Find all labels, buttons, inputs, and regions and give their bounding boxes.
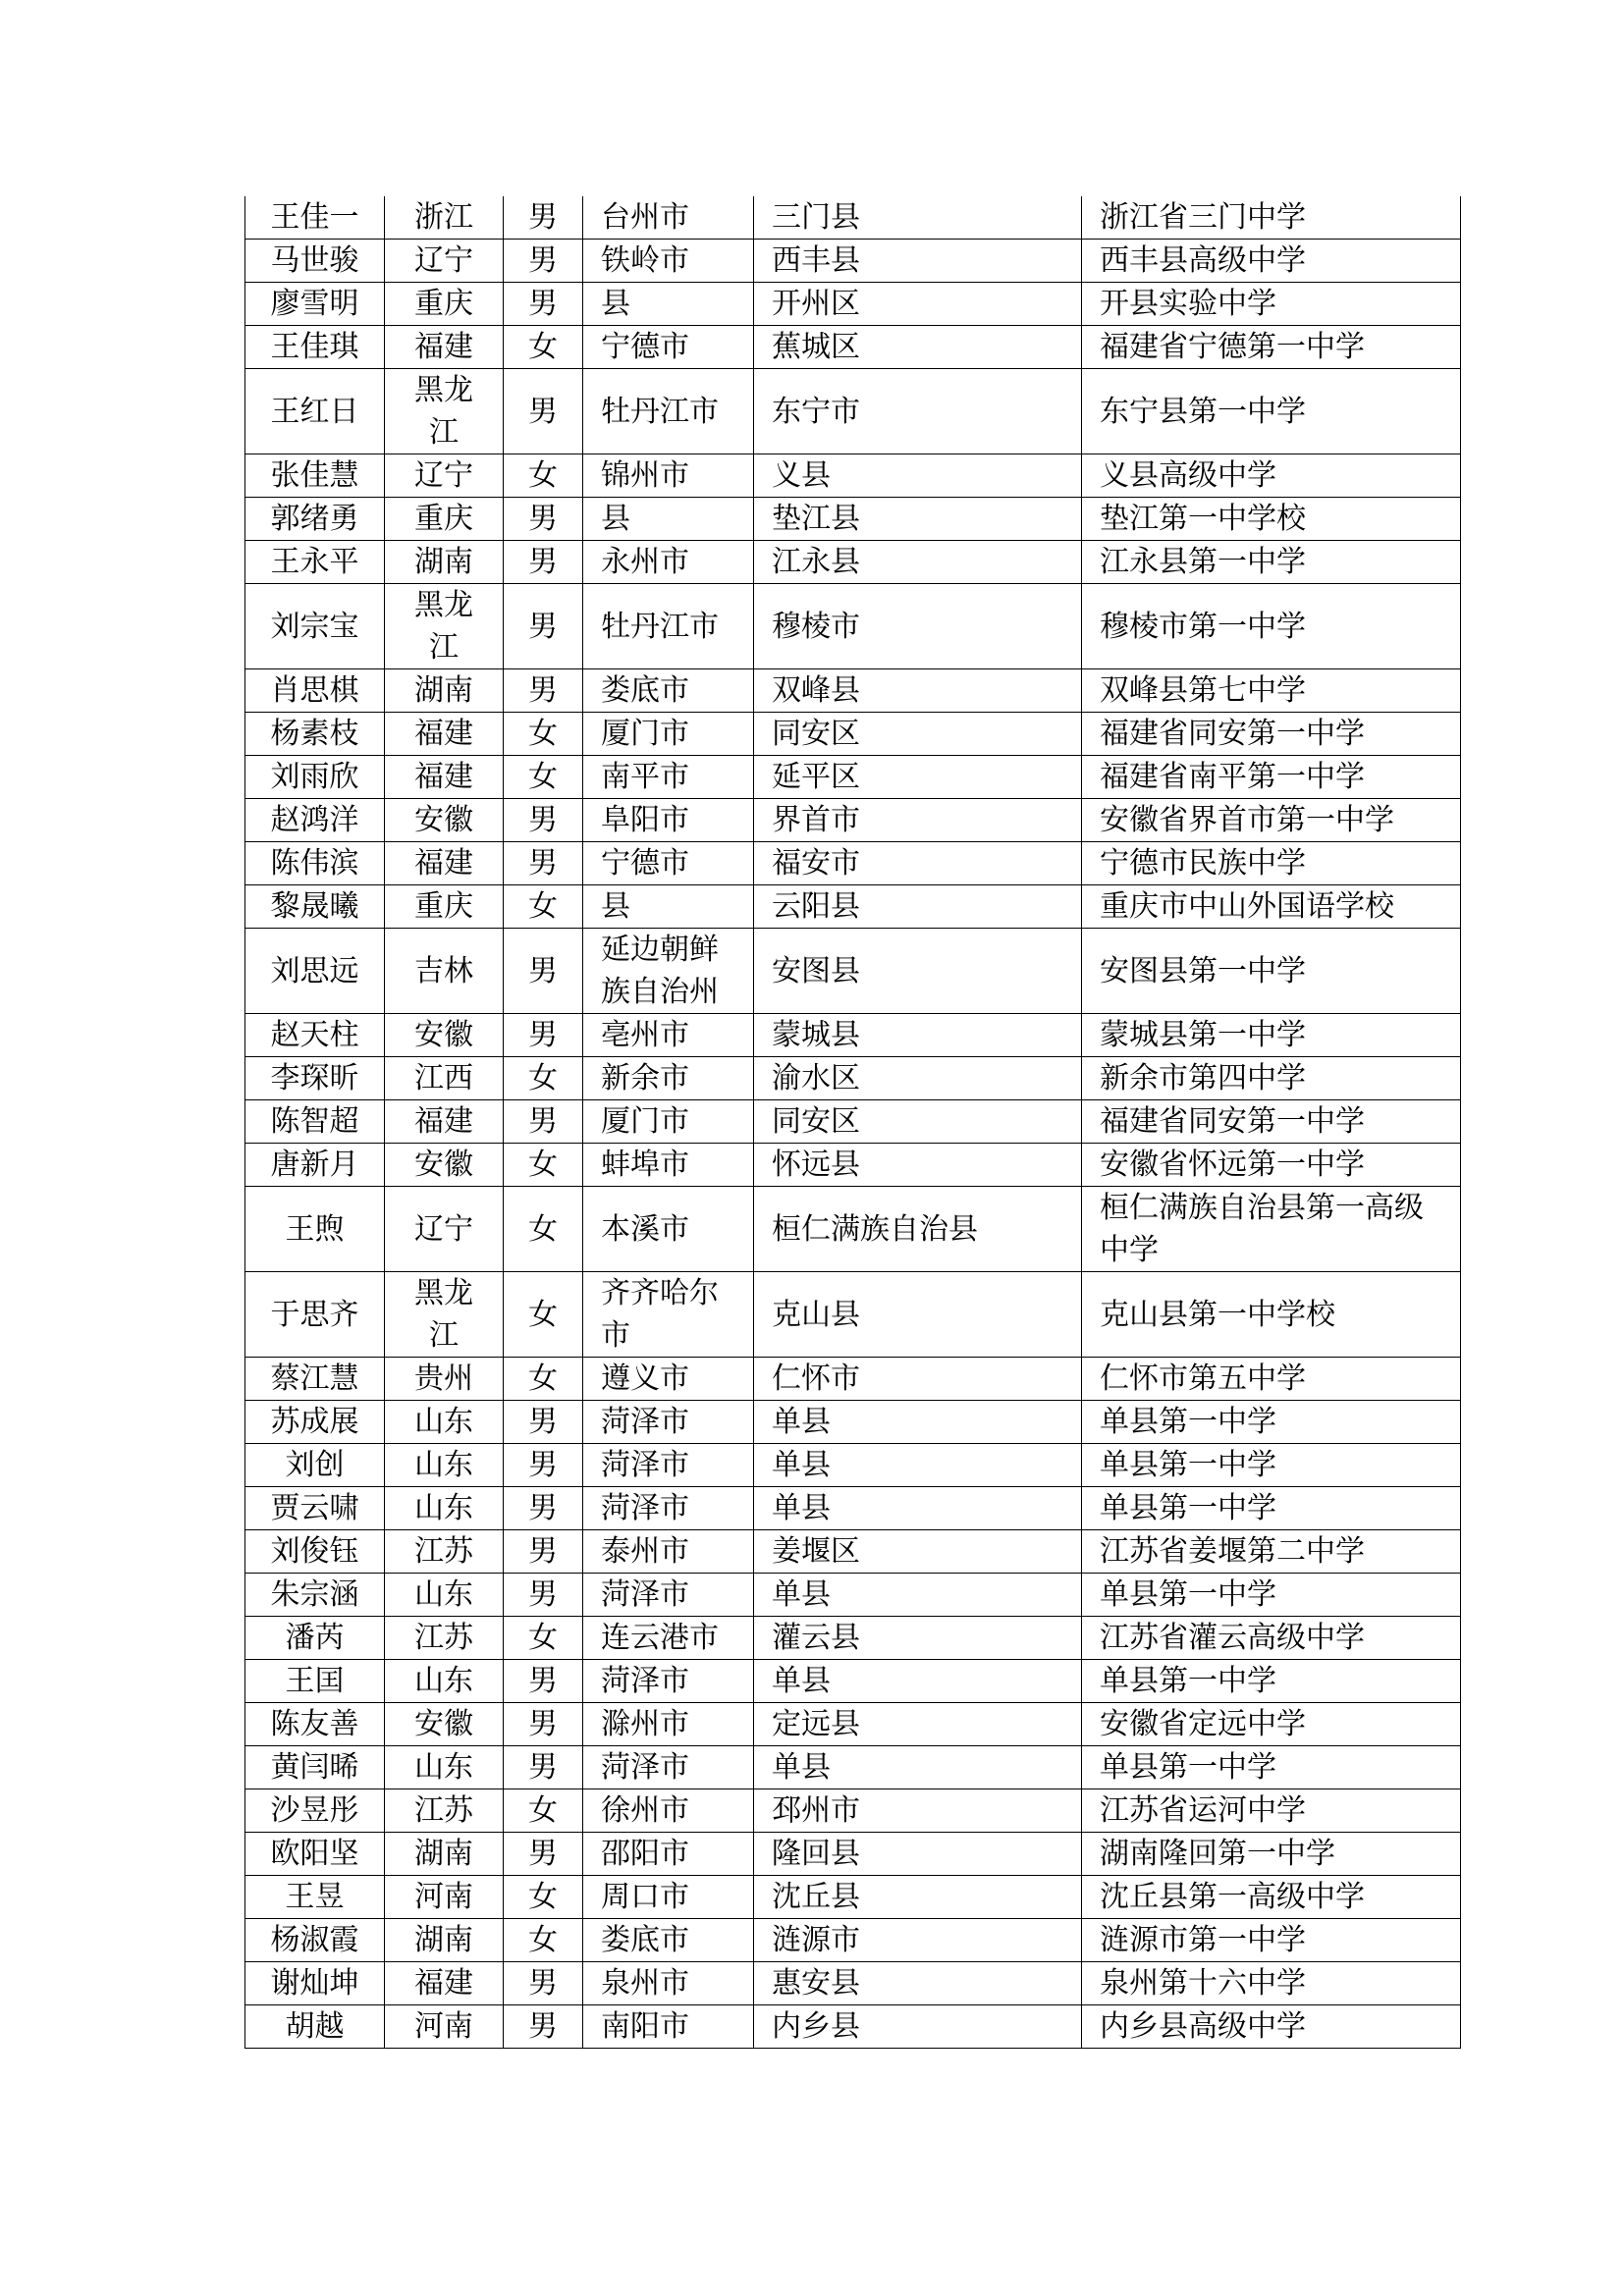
- county-cell: 定远县: [754, 1703, 1082, 1746]
- province-cell: 福建: [385, 1100, 504, 1144]
- county-cell: 渝水区: [754, 1057, 1082, 1100]
- table-row: [245, 885, 1461, 929]
- county-cell: 开州区: [754, 283, 1082, 326]
- county-cell: 东宁市: [754, 369, 1082, 454]
- table-row: [245, 326, 1461, 369]
- province-cell: 湖南: [385, 669, 504, 713]
- county-cell: 内乡县: [754, 2005, 1082, 2049]
- student-name-cell: 杨淑霞: [245, 1919, 385, 1962]
- table-row: [245, 1358, 1461, 1401]
- city-cell: 泰州市: [583, 1530, 754, 1574]
- county-cell: 单县: [754, 1574, 1082, 1617]
- gender-cell: 男: [504, 799, 583, 842]
- city-cell: 延边朝鲜族自治州: [583, 929, 754, 1014]
- student-name-cell: 胡越: [245, 2005, 385, 2049]
- city-cell: 牡丹江市: [583, 369, 754, 454]
- province-cell: 重庆: [385, 885, 504, 929]
- gender-cell: 女: [504, 1876, 583, 1919]
- county-cell: 三门县: [754, 196, 1082, 240]
- province-cell: 安徽: [385, 1703, 504, 1746]
- table-row: [245, 1876, 1461, 1919]
- county-cell: 江永县: [754, 541, 1082, 584]
- student-name-cell: 刘俊钰: [245, 1530, 385, 1574]
- province-cell: 山东: [385, 1746, 504, 1789]
- school-cell: 安徽省定远中学: [1082, 1703, 1461, 1746]
- student-name-cell: 唐新月: [245, 1144, 385, 1187]
- student-name-cell: 廖雪明: [245, 283, 385, 326]
- school-cell: 重庆市中山外国语学校: [1082, 885, 1461, 929]
- city-cell: 菏泽市: [583, 1574, 754, 1617]
- province-cell: 山东: [385, 1401, 504, 1444]
- student-name-cell: 王红日: [245, 369, 385, 454]
- county-cell: 穆棱市: [754, 584, 1082, 669]
- student-name-cell: 刘宗宝: [245, 584, 385, 669]
- city-cell: 菏泽市: [583, 1444, 754, 1487]
- gender-cell: 男: [504, 929, 583, 1014]
- table-row: [245, 240, 1461, 283]
- city-cell: 牡丹江市: [583, 584, 754, 669]
- city-cell: 菏泽市: [583, 1401, 754, 1444]
- school-cell: 双峰县第七中学: [1082, 669, 1461, 713]
- school-cell: 单县第一中学: [1082, 1746, 1461, 1789]
- student-name-cell: 郭绪勇: [245, 498, 385, 541]
- student-name-cell: 肖思棋: [245, 669, 385, 713]
- province-cell: 江苏: [385, 1617, 504, 1660]
- province-cell: 江西: [385, 1057, 504, 1100]
- student-name-cell: 刘雨欣: [245, 756, 385, 799]
- table-row: [245, 584, 1461, 669]
- gender-cell: 男: [504, 498, 583, 541]
- city-cell: 厦门市: [583, 1100, 754, 1144]
- province-cell: 湖南: [385, 1919, 504, 1962]
- gender-cell: 男: [504, 1703, 583, 1746]
- county-cell: 涟源市: [754, 1919, 1082, 1962]
- province-cell: 福建: [385, 326, 504, 369]
- table-row: [245, 1487, 1461, 1530]
- school-cell: 桓仁满族自治县第一高级中学: [1082, 1187, 1461, 1272]
- student-name-cell: 赵天柱: [245, 1014, 385, 1057]
- county-cell: 蒙城县: [754, 1014, 1082, 1057]
- city-cell: 周口市: [583, 1876, 754, 1919]
- table-row: [245, 196, 1461, 240]
- province-cell: 贵州: [385, 1358, 504, 1401]
- school-cell: 西丰县高级中学: [1082, 240, 1461, 283]
- county-cell: 延平区: [754, 756, 1082, 799]
- gender-cell: 男: [504, 369, 583, 454]
- student-name-cell: 杨素枝: [245, 713, 385, 756]
- county-cell: 单县: [754, 1487, 1082, 1530]
- gender-cell: 男: [504, 196, 583, 240]
- city-cell: 锦州市: [583, 454, 754, 498]
- table-row: [245, 369, 1461, 454]
- county-cell: 惠安县: [754, 1962, 1082, 2005]
- student-name-cell: 陈友善: [245, 1703, 385, 1746]
- city-cell: 台州市: [583, 196, 754, 240]
- province-cell: 湖南: [385, 541, 504, 584]
- province-cell: 重庆: [385, 283, 504, 326]
- county-cell: 界首市: [754, 799, 1082, 842]
- table-row: [245, 454, 1461, 498]
- province-cell: 辽宁: [385, 1187, 504, 1272]
- gender-cell: 男: [504, 1746, 583, 1789]
- county-cell: 单县: [754, 1401, 1082, 1444]
- school-cell: 福建省同安第一中学: [1082, 1100, 1461, 1144]
- school-cell: 穆棱市第一中学: [1082, 584, 1461, 669]
- county-cell: 桓仁满族自治县: [754, 1187, 1082, 1272]
- school-cell: 江永县第一中学: [1082, 541, 1461, 584]
- student-name-cell: 赵鸿洋: [245, 799, 385, 842]
- table-row: [245, 1100, 1461, 1144]
- city-cell: 县: [583, 885, 754, 929]
- city-cell: 亳州市: [583, 1014, 754, 1057]
- county-cell: 同安区: [754, 1100, 1082, 1144]
- school-cell: 湖南隆回第一中学: [1082, 1833, 1461, 1876]
- province-cell: 山东: [385, 1660, 504, 1703]
- school-cell: 单县第一中学: [1082, 1487, 1461, 1530]
- city-cell: 徐州市: [583, 1789, 754, 1833]
- gender-cell: 男: [504, 669, 583, 713]
- table-row: [245, 1014, 1461, 1057]
- school-cell: 单县第一中学: [1082, 1574, 1461, 1617]
- student-name-cell: 欧阳坚: [245, 1833, 385, 1876]
- school-cell: 安徽省界首市第一中学: [1082, 799, 1461, 842]
- gender-cell: 女: [504, 1358, 583, 1401]
- school-cell: 福建省宁德第一中学: [1082, 326, 1461, 369]
- county-cell: 姜堰区: [754, 1530, 1082, 1574]
- school-cell: 蒙城县第一中学: [1082, 1014, 1461, 1057]
- province-cell: 黑龙江: [385, 369, 504, 454]
- student-name-cell: 张佳慧: [245, 454, 385, 498]
- school-cell: 浙江省三门中学: [1082, 196, 1461, 240]
- province-cell: 福建: [385, 1962, 504, 2005]
- school-cell: 安图县第一中学: [1082, 929, 1461, 1014]
- city-cell: 连云港市: [583, 1617, 754, 1660]
- province-cell: 辽宁: [385, 454, 504, 498]
- gender-cell: 男: [504, 1962, 583, 2005]
- student-name-cell: 刘创: [245, 1444, 385, 1487]
- city-cell: 遵义市: [583, 1358, 754, 1401]
- table-row: [245, 1401, 1461, 1444]
- school-cell: 江苏省姜堰第二中学: [1082, 1530, 1461, 1574]
- gender-cell: 女: [504, 1919, 583, 1962]
- gender-cell: 男: [504, 1444, 583, 1487]
- student-name-cell: 黄闫晞: [245, 1746, 385, 1789]
- gender-cell: 男: [504, 2005, 583, 2049]
- county-cell: 单县: [754, 1660, 1082, 1703]
- city-cell: 娄底市: [583, 1919, 754, 1962]
- city-cell: 阜阳市: [583, 799, 754, 842]
- city-cell: 南阳市: [583, 2005, 754, 2049]
- gender-cell: 男: [504, 1487, 583, 1530]
- student-name-cell: 谢灿坤: [245, 1962, 385, 2005]
- table-row: [245, 1660, 1461, 1703]
- county-cell: 单县: [754, 1444, 1082, 1487]
- province-cell: 黑龙江: [385, 584, 504, 669]
- school-cell: 单县第一中学: [1082, 1401, 1461, 1444]
- province-cell: 吉林: [385, 929, 504, 1014]
- county-cell: 双峰县: [754, 669, 1082, 713]
- table-row: [245, 498, 1461, 541]
- table-row: [245, 1703, 1461, 1746]
- county-cell: 沈丘县: [754, 1876, 1082, 1919]
- student-name-cell: 黎晟曦: [245, 885, 385, 929]
- school-cell: 江苏省运河中学: [1082, 1789, 1461, 1833]
- school-cell: 宁德市民族中学: [1082, 842, 1461, 885]
- gender-cell: 女: [504, 454, 583, 498]
- gender-cell: 男: [504, 1014, 583, 1057]
- gender-cell: 女: [504, 1617, 583, 1660]
- gender-cell: 男: [504, 1530, 583, 1574]
- gender-cell: 男: [504, 541, 583, 584]
- gender-cell: 男: [504, 584, 583, 669]
- school-cell: 新余市第四中学: [1082, 1057, 1461, 1100]
- province-cell: 黑龙江: [385, 1272, 504, 1358]
- table-row: [245, 1144, 1461, 1187]
- gender-cell: 女: [504, 1272, 583, 1358]
- county-cell: 怀远县: [754, 1144, 1082, 1187]
- gender-cell: 男: [504, 240, 583, 283]
- student-name-cell: 蔡江慧: [245, 1358, 385, 1401]
- gender-cell: 男: [504, 1660, 583, 1703]
- county-cell: 义县: [754, 454, 1082, 498]
- county-cell: 邳州市: [754, 1789, 1082, 1833]
- county-cell: 云阳县: [754, 885, 1082, 929]
- table-row: [245, 2005, 1461, 2049]
- province-cell: 福建: [385, 756, 504, 799]
- county-cell: 同安区: [754, 713, 1082, 756]
- table-row: [245, 842, 1461, 885]
- city-cell: 宁德市: [583, 842, 754, 885]
- table-row: [245, 669, 1461, 713]
- table-row: [245, 713, 1461, 756]
- school-cell: 东宁县第一中学: [1082, 369, 1461, 454]
- school-cell: 克山县第一中学校: [1082, 1272, 1461, 1358]
- student-roster-table: [244, 196, 1461, 2049]
- school-cell: 义县高级中学: [1082, 454, 1461, 498]
- province-cell: 福建: [385, 842, 504, 885]
- gender-cell: 男: [504, 283, 583, 326]
- gender-cell: 男: [504, 1100, 583, 1144]
- county-cell: 蕉城区: [754, 326, 1082, 369]
- city-cell: 菏泽市: [583, 1746, 754, 1789]
- table-row: [245, 756, 1461, 799]
- school-cell: 开县实验中学: [1082, 283, 1461, 326]
- province-cell: 山东: [385, 1574, 504, 1617]
- student-name-cell: 苏成展: [245, 1401, 385, 1444]
- county-cell: 西丰县: [754, 240, 1082, 283]
- school-cell: 仁怀市第五中学: [1082, 1358, 1461, 1401]
- province-cell: 浙江: [385, 196, 504, 240]
- county-cell: 隆回县: [754, 1833, 1082, 1876]
- city-cell: 滁州市: [583, 1703, 754, 1746]
- student-name-cell: 贾云啸: [245, 1487, 385, 1530]
- county-cell: 垫江县: [754, 498, 1082, 541]
- table-row: [245, 1574, 1461, 1617]
- city-cell: 县: [583, 283, 754, 326]
- city-cell: 县: [583, 498, 754, 541]
- student-name-cell: 沙昱彤: [245, 1789, 385, 1833]
- city-cell: 宁德市: [583, 326, 754, 369]
- roster-body: [245, 196, 1461, 2049]
- province-cell: 山东: [385, 1444, 504, 1487]
- province-cell: 江苏: [385, 1789, 504, 1833]
- student-name-cell: 朱宗涵: [245, 1574, 385, 1617]
- gender-cell: 女: [504, 1789, 583, 1833]
- school-cell: 单县第一中学: [1082, 1444, 1461, 1487]
- city-cell: 南平市: [583, 756, 754, 799]
- school-cell: 涟源市第一中学: [1082, 1919, 1461, 1962]
- table-row: [245, 1444, 1461, 1487]
- city-cell: 永州市: [583, 541, 754, 584]
- province-cell: 安徽: [385, 1144, 504, 1187]
- province-cell: 山东: [385, 1487, 504, 1530]
- province-cell: 江苏: [385, 1530, 504, 1574]
- table-row: [245, 799, 1461, 842]
- student-name-cell: 王佳一: [245, 196, 385, 240]
- table-row: [245, 1919, 1461, 1962]
- province-cell: 安徽: [385, 799, 504, 842]
- student-name-cell: 潘芮: [245, 1617, 385, 1660]
- student-name-cell: 马世骏: [245, 240, 385, 283]
- gender-cell: 男: [504, 1833, 583, 1876]
- table-row: [245, 1272, 1461, 1358]
- student-name-cell: 陈智超: [245, 1100, 385, 1144]
- county-cell: 单县: [754, 1746, 1082, 1789]
- table-row: [245, 1833, 1461, 1876]
- county-cell: 安图县: [754, 929, 1082, 1014]
- table-row: [245, 1617, 1461, 1660]
- city-cell: 菏泽市: [583, 1660, 754, 1703]
- city-cell: 新余市: [583, 1057, 754, 1100]
- gender-cell: 女: [504, 1144, 583, 1187]
- student-name-cell: 王煦: [245, 1187, 385, 1272]
- school-cell: 泉州第十六中学: [1082, 1962, 1461, 2005]
- school-cell: 沈丘县第一高级中学: [1082, 1876, 1461, 1919]
- city-cell: 蚌埠市: [583, 1144, 754, 1187]
- student-name-cell: 王佳琪: [245, 326, 385, 369]
- city-cell: 邵阳市: [583, 1833, 754, 1876]
- student-name-cell: 于思齐: [245, 1272, 385, 1358]
- student-name-cell: 陈伟滨: [245, 842, 385, 885]
- city-cell: 厦门市: [583, 713, 754, 756]
- table-row: [245, 1187, 1461, 1272]
- province-cell: 河南: [385, 2005, 504, 2049]
- gender-cell: 男: [504, 1401, 583, 1444]
- gender-cell: 女: [504, 713, 583, 756]
- student-name-cell: 王昱: [245, 1876, 385, 1919]
- school-cell: 内乡县高级中学: [1082, 2005, 1461, 2049]
- school-cell: 垫江第一中学校: [1082, 498, 1461, 541]
- table-row: [245, 1530, 1461, 1574]
- table-row: [245, 929, 1461, 1014]
- county-cell: 福安市: [754, 842, 1082, 885]
- province-cell: 重庆: [385, 498, 504, 541]
- school-cell: 单县第一中学: [1082, 1660, 1461, 1703]
- county-cell: 克山县: [754, 1272, 1082, 1358]
- school-cell: 江苏省灌云高级中学: [1082, 1617, 1461, 1660]
- gender-cell: 女: [504, 756, 583, 799]
- student-name-cell: 刘思远: [245, 929, 385, 1014]
- gender-cell: 女: [504, 326, 583, 369]
- city-cell: 菏泽市: [583, 1487, 754, 1530]
- province-cell: 安徽: [385, 1014, 504, 1057]
- table-row: [245, 541, 1461, 584]
- gender-cell: 男: [504, 1574, 583, 1617]
- province-cell: 河南: [385, 1876, 504, 1919]
- school-cell: 福建省同安第一中学: [1082, 713, 1461, 756]
- table-row: [245, 283, 1461, 326]
- gender-cell: 女: [504, 885, 583, 929]
- student-name-cell: 王永平: [245, 541, 385, 584]
- county-cell: 仁怀市: [754, 1358, 1082, 1401]
- city-cell: 娄底市: [583, 669, 754, 713]
- city-cell: 齐齐哈尔市: [583, 1272, 754, 1358]
- province-cell: 湖南: [385, 1833, 504, 1876]
- student-name-cell: 王囯: [245, 1660, 385, 1703]
- table-row: [245, 1789, 1461, 1833]
- county-cell: 灌云县: [754, 1617, 1082, 1660]
- school-cell: 安徽省怀远第一中学: [1082, 1144, 1461, 1187]
- province-cell: 辽宁: [385, 240, 504, 283]
- city-cell: 本溪市: [583, 1187, 754, 1272]
- gender-cell: 女: [504, 1187, 583, 1272]
- province-cell: 福建: [385, 713, 504, 756]
- city-cell: 泉州市: [583, 1962, 754, 2005]
- table-row: [245, 1057, 1461, 1100]
- city-cell: 铁岭市: [583, 240, 754, 283]
- school-cell: 福建省南平第一中学: [1082, 756, 1461, 799]
- table-row: [245, 1746, 1461, 1789]
- student-name-cell: 李琛昕: [245, 1057, 385, 1100]
- gender-cell: 男: [504, 842, 583, 885]
- gender-cell: 女: [504, 1057, 583, 1100]
- table-row: [245, 1962, 1461, 2005]
